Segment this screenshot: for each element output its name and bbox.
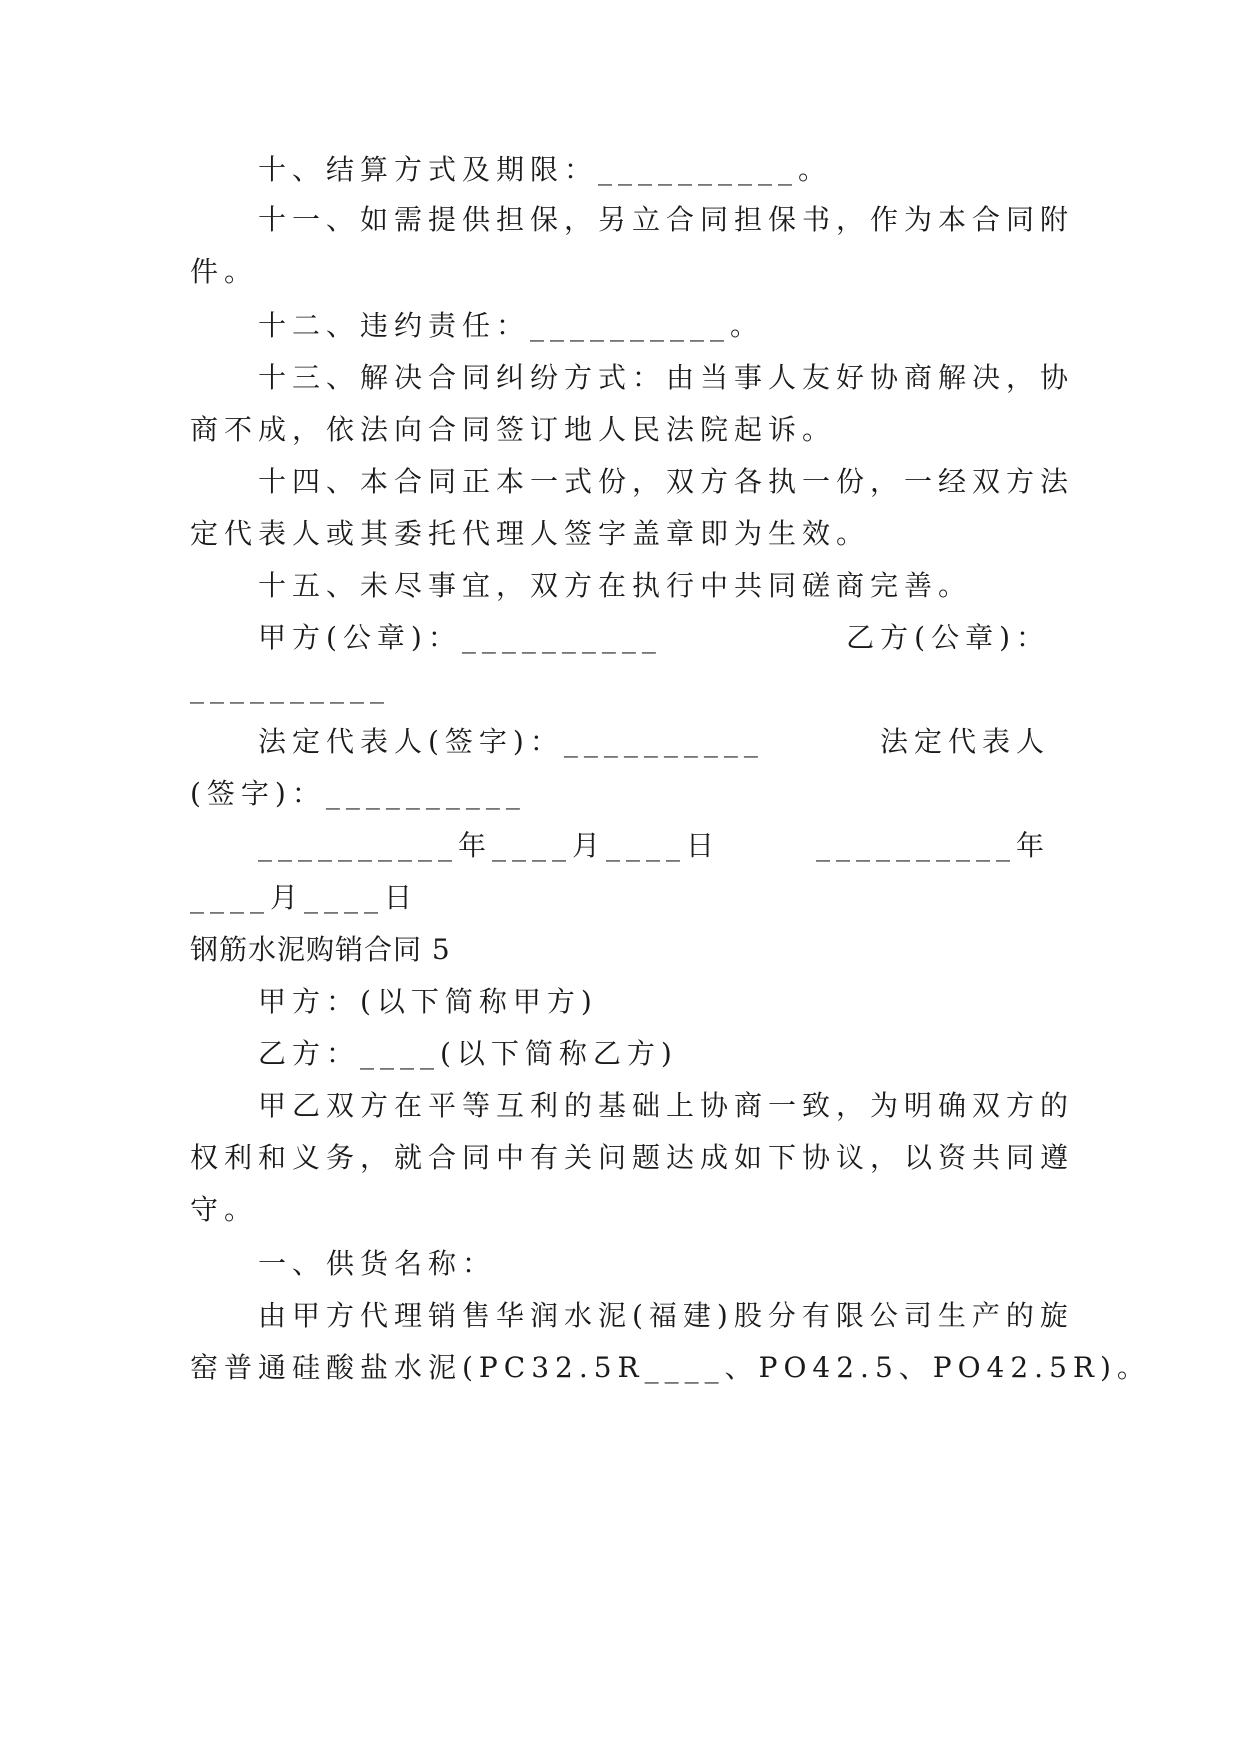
- clause-15-other: 十五、未尽事宜，双方在执行中共同磋商完善。: [258, 569, 973, 602]
- date-line: [258, 826, 1050, 866]
- preamble-cont-2: 守。: [190, 1193, 259, 1226]
- party-b-seal-blank: __________: [190, 671, 390, 704]
- contract-title: 钢筋水泥购销合同 5: [190, 933, 451, 966]
- preamble: 甲乙双方在平等互利的基础上协商一致，为明确双方的: [258, 1089, 1075, 1122]
- section-1-body: 由甲方代理销售华润水泥(福建)股分有限公司生产的旋: [258, 1299, 1074, 1332]
- party-b-date: __________年: [815, 829, 1050, 862]
- party-b-rep: 法定代表人: [879, 725, 1050, 758]
- section-1-heading: 一、供货名称：: [258, 1247, 497, 1280]
- clause-14-copies: 十四、本合同正本一式份，双方各执一份，一经双方法: [258, 465, 1075, 498]
- clause-11-guarantee: 十一、如需提供担保，另立合同担保书，作为本合同附: [258, 203, 1075, 236]
- clause-14-copies-cont: 定代表人或其委托代理人签字盖章即为生效。: [190, 517, 871, 550]
- party-a-date: __________年____月____日: [258, 829, 721, 862]
- clause-13-disputes-cont: 商不成，依法向合同签订地人民法院起诉。: [190, 413, 837, 446]
- clause-11-guarantee-cont: 件。: [190, 255, 259, 288]
- party-a-rep: 法定代表人(签字)：__________: [258, 725, 764, 758]
- party-b-seal: 乙方(公章)：: [846, 621, 1050, 654]
- clause-12-liability: 十二、违约责任：__________。: [258, 309, 765, 342]
- seal-line: [258, 618, 1050, 658]
- party-b-rep-cont: (签字)：__________: [190, 777, 526, 810]
- section-1-body-cont: 窑普通硅酸盐水泥(PC32.5R____、PO42.5、PO42.5R)。: [190, 1351, 1151, 1384]
- clause-10-settlement: 十、结算方式及期限：__________。: [258, 153, 833, 186]
- party-b-line: 乙方：____(以下简称乙方): [258, 1037, 678, 1070]
- clause-13-disputes: 十三、解决合同纠纷方式：由当事人友好协商解决，协: [258, 361, 1075, 394]
- party-a-line: 甲方：(以下简称甲方): [258, 985, 598, 1018]
- party-a-seal: 甲方(公章)：__________: [258, 621, 662, 654]
- party-b-date-cont: ____月____日: [190, 881, 419, 914]
- rep-line: [258, 722, 1050, 762]
- preamble-cont-1: 权利和义务，就合同中有关问题达成如下协议，以资共同遵: [190, 1141, 1075, 1174]
